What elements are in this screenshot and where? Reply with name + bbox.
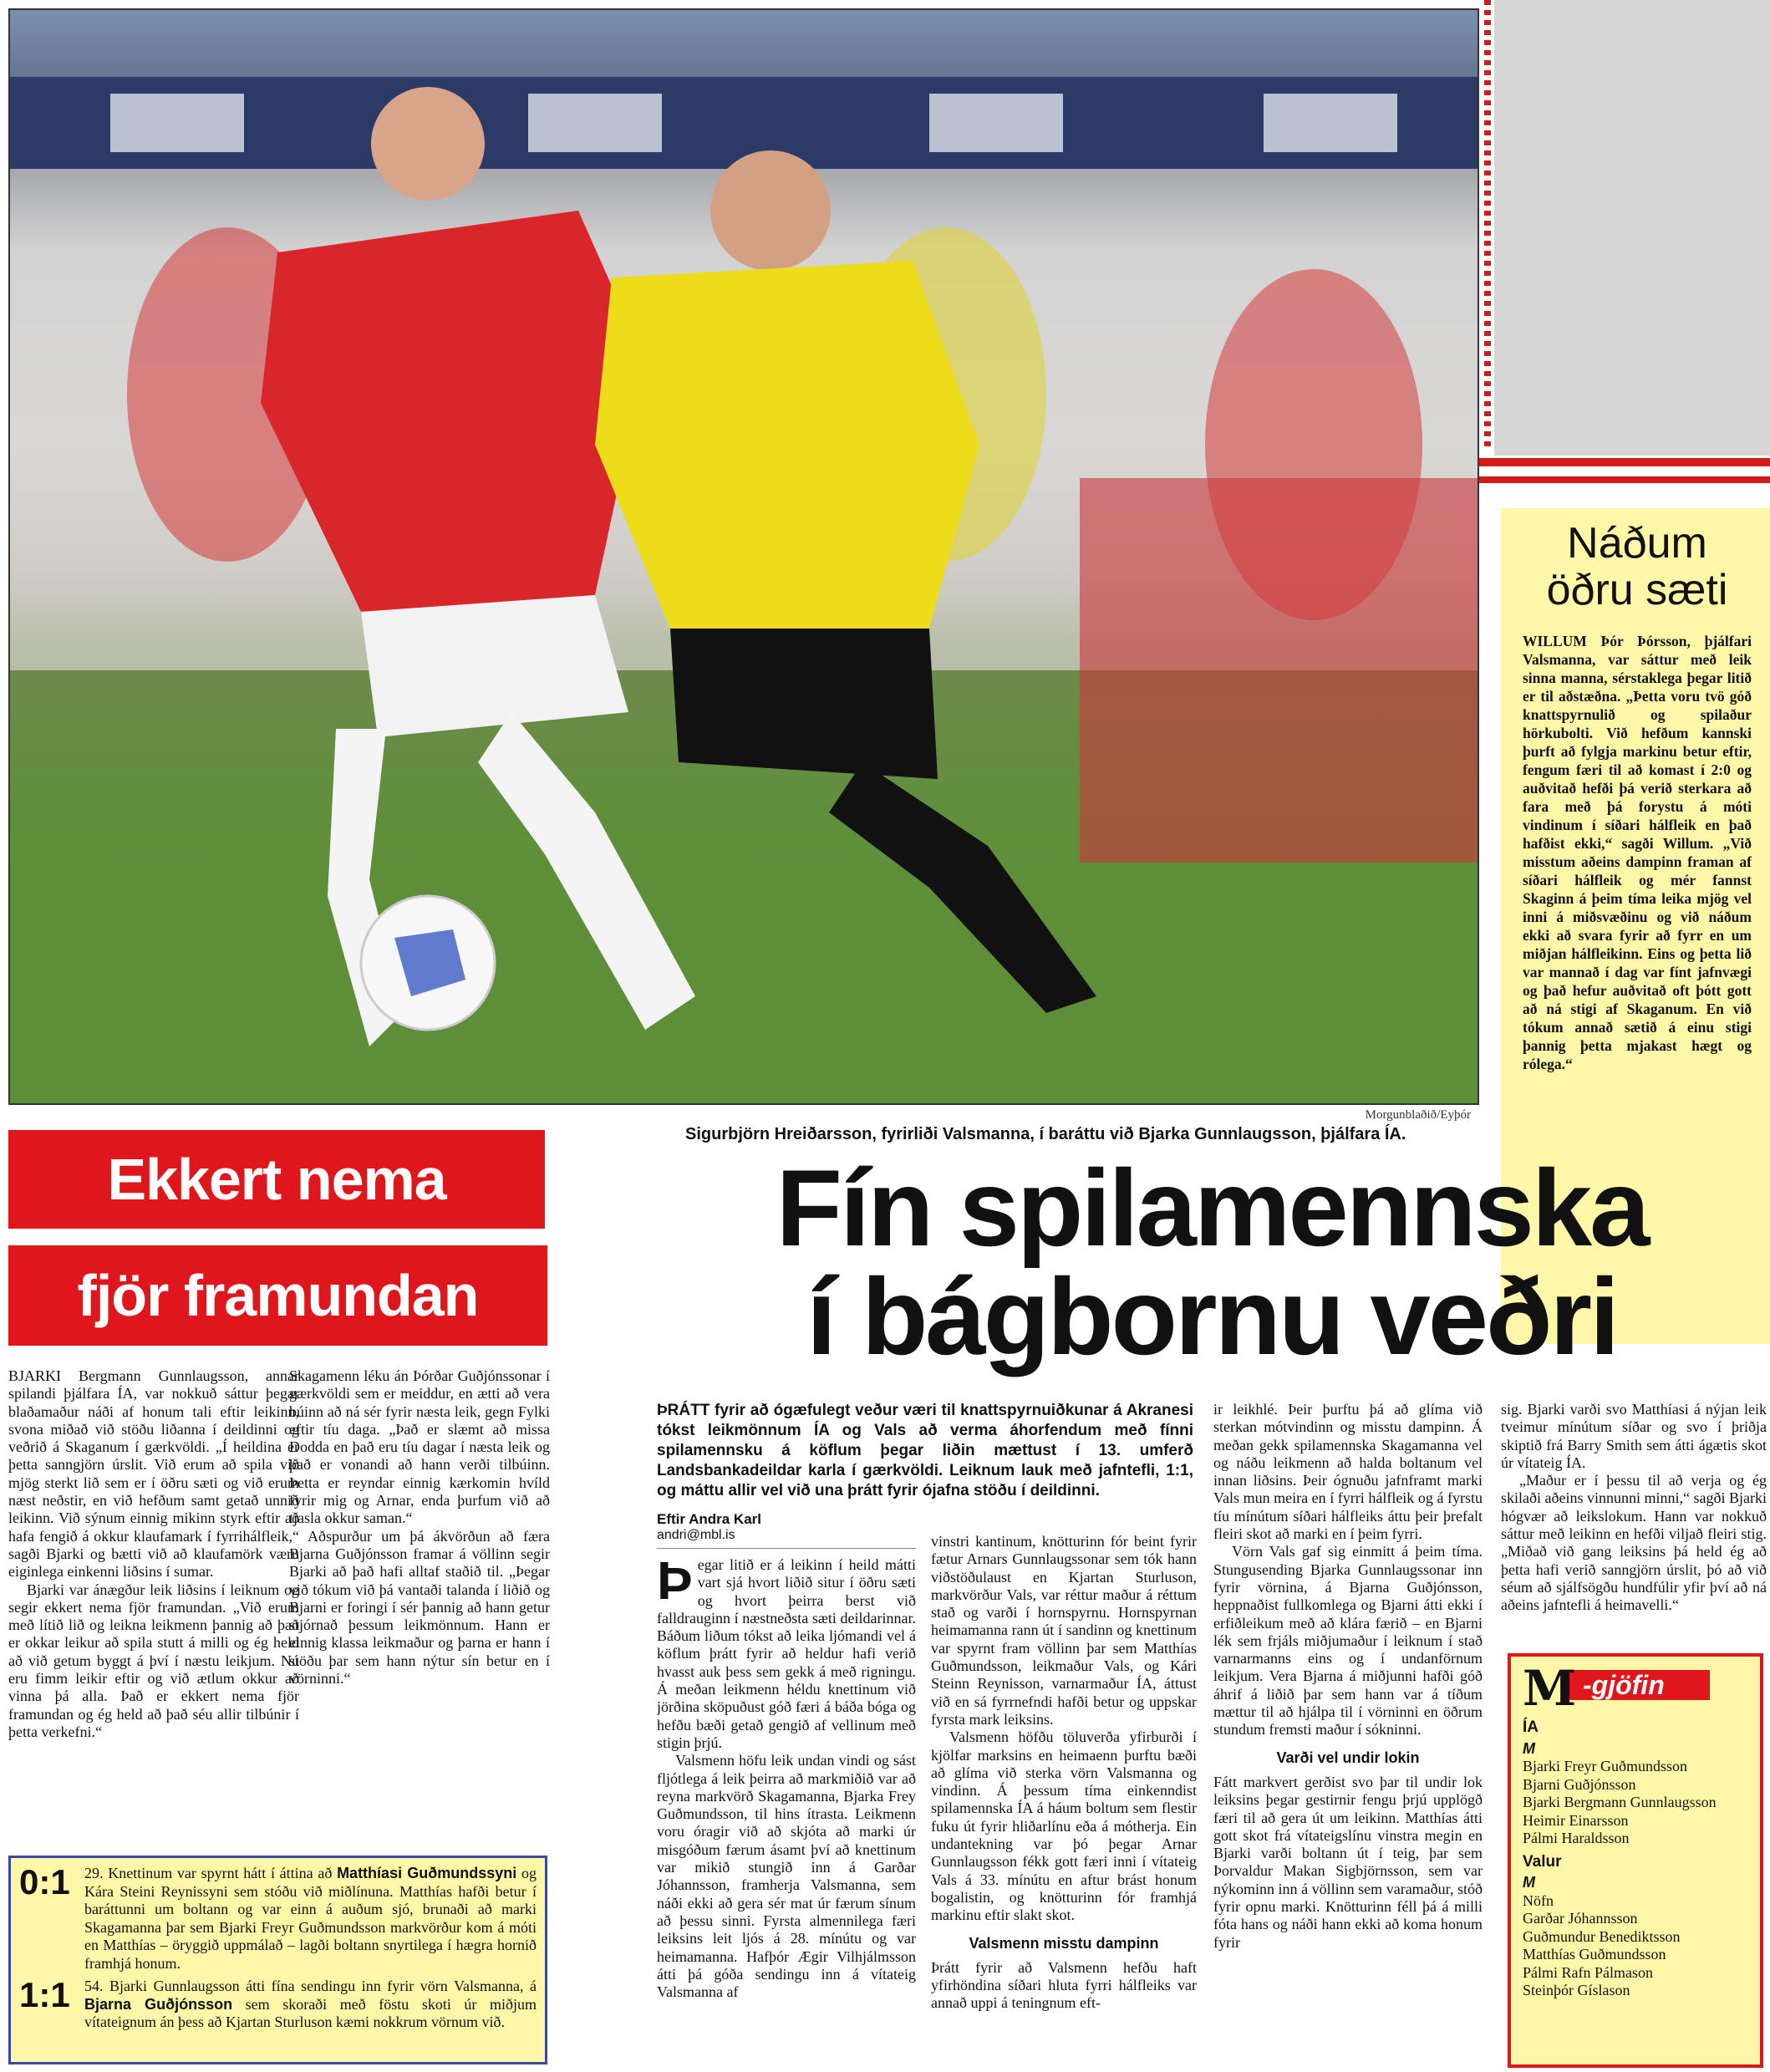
article-paragraph: ir leikhlé. Þeir þurftu þá að glíma við sterkan mótvindinn og misstu dampinn. Á meðan gekk spilamennska Skagamanna vel og náðu leikmenn að halda boltanum vel innan liðsins. Þeir ógnuðu jafnframt marki Vals mun meira en í fyrri hálfleik og á fyrstu tíu mínútum síðari hálfleiks áttu þeir þrefalt fleiri skot að marki en í þeim fyrri. [1213,1401,1483,1543]
goal-scorer: Matthíasi Guðmundssyni [337,1865,517,1881]
team-name: ÍA [1523,1718,1539,1736]
byline [657,1511,916,1549]
article-paragraph: sig. Bjarki varði svo Matthíasi á nýjan leik tveimur mínútum síðar og svo í þriðja skiptið frá Barry Smith sem átti ágætis skot úr vítateig ÍA. [1501,1401,1767,1471]
player-name: Bjarki Freyr Guðmundsson [1523,1758,1687,1774]
player-name: Bjarki Bergmann Gunnlaugsson [1523,1794,1717,1810]
left-headline-line1: Ekkert nema [8,1130,545,1229]
left-article-column-2b [289,1367,550,1852]
left-article-paragraph: Aðspurður um þá ákvörðun að færa Bjarna Guðjónsson framar á völlinn segir Bjarki að það hafi alltaf staðið til. „Þegar við tókum við þá vantaði talanda í liðið og Bjarni er foringi í sér þannig að hann getur stjórnað þessum leikmönnum. Hann er einnig klassa leikmaður og þarna er hann í stöðu þar sem hann nýtur sín betur en í vörninni.“ [289,1527,550,1688]
article-column-1 [657,1556,916,2068]
goal-text: Knettinum var spyrnt hátt í áttina að [108,1865,338,1881]
m-gjofin-logo-text: -gjöfin [1568,1670,1710,1700]
team-name: Valur [1523,1852,1562,1871]
goal-score: 1:1 [19,1975,70,2014]
player-name: Pálmi Rafn Pálmason [1523,1963,1653,1981]
red-stripe-divider [1479,458,1770,491]
goal-text: Bjarki Gunnlaugsson átti fína sendingu inn fyrir vörn Valsmanna, á [109,1978,537,1994]
left-article-paragraph: BJARKI Bergmann Gunnlaugsson, annar spilandi þjálfara ÍA, var nokkuð sáttur þegar blaðamaður náði af honum tali eftir leikinn, svona miðað við stöðu liðanna í deildinni og veðrið á Skaganum í gærkvöldi. „Í heildina er þetta sanngjörn úrslit. Við erum að spila við mjög sterkt lið sem er í öðru sæti og við erum næst neðstir, en við hefðum samt getað unnið leikinn. Við sýnum einnig mikinn styrk eftir að hafa fengið á okkur klaufamark í fyrrihálfleik,“ sagði Bjarki og bætti við að klaufamörk væru eiginlega einkenni liðsins í sumar. [8,1367,299,1581]
article-paragraph: Valsmenn höfðu töluverða yfirburði í kjölfar marksins en heimaenn þurftu bæði að glíma við sterka vörn Valsmanna og vindinn. Á þessum tíma einkenndist spilamennska ÍA á háum boltum sem flestir fuku út fyrir hliðarlínu eða á mótherja. Ein undantekning var þó þegar Arnar Gunnlaugsson fékk gott færi inni í vítateig Vals á 33. mínútu en aftur brást honum bogalistin, og knötturinn fór framhjá markinu eftir slakt skot. [931,1728,1197,1924]
sidebar-title-line2: öðru sæti [1546,566,1728,614]
photo-illustration [10,10,1479,1105]
photo-caption: Sigurbjörn Hreiðarsson, fyrirliði Valsmanna, í baráttu við Bjarka Gunnlaugsson, þjálfara ÍA. [685,1125,1406,1143]
goal-minute: 29. [84,1865,104,1881]
goal-minute: 54. [84,1978,104,1994]
left-article-paragraph: Skagamenn léku án Þórðar Guðjónssonar í gærkvöldi sem er meiddur, en ætti að vera búinn að ná sér fyrir næsta leik, gegn Fylki eftir tíu daga. „Það er slæmt að missa Dodda en það eru tíu dagar í næsta leik og það er vonandi að hann verði tilbúinn. Þetta er reyndar einnig kærkomin hvíld fyrir mig og Arnar, enda þurfum við að tjasla okkur saman.“ [289,1367,550,1527]
article-paragraph: vinstri kantinum, knötturinn fór beint fyrir fætur Arnars Gunnlaugssonar sem tók hann viðstöðulaust en Kjartan Sturluson, markvörður Vals, var réttur maður á réttum stað og varði í hornspyrnu. Hornspyrnan heimamanna rann út í sandinn og knettinum var spyrnt fram völlinn þar sem Matthías Guðmundsson, leikmaður Vals, og Kári Steinn Reynisson, varnarmaður ÍA, áttust við en sá fyrrnefndi hafði betur og uppskar fyrsta mark leiksins. [931,1533,1197,1728]
goal-entry-2 [19,1975,537,2032]
byline-author: Eftir Andra Karl [657,1511,762,1527]
goal-text: og Kára Steini Reynissyni sem stóðu við miðlínuna. Matthías hafði betur í baráttunni um boltann og var einn á auðum sjó, brunaði að marki Skagamanna þar sem Bjarki Freyr Guðmundsson markvörður kom á móti en Matthías – öryggið uppmálað – lagði boltann snyrtilega í hægra hornið framhjá honum. [84,1865,537,1972]
player-name: Steinþór Gíslason [1523,1982,1630,1998]
article-paragraph: Þegar litið er á leikinn í heild mátti vart sjá hvort liðið situr í öðru sæti og hvort þeirra berst við falldrauginn í næstneðsta sæti deildarinnar. Báðum liðum tókst að leika ljómandi vel á köflum þrátt fyrir að heldur hafi verið hvasst auk þess sem gekk á með rigningu. Á meðan leikmenn héldu knettinum við jörðina sköpuðust góð færi á báða bóga og hefðu bæði getað gengið af vellinum með stigin þrjú. [657,1556,916,1751]
main-headline-line2: í bágbornu veðri [806,1255,1618,1377]
match-photo [8,8,1479,1105]
player-name: Pálmi Haraldsson [1523,1830,1630,1846]
goals-box [8,1856,547,2064]
player-name: Guðmundur Benediktsson [1523,1927,1681,1945]
team-grade: M [1523,1874,1535,1891]
article-lead: ÞRÁTT fyrir að ógæfulegt veður væri til knattspyrnuiðkunar á Akranesi tókst leikmönnum ÍA og Vals að verma áhorfendum með fínni spilamennsku á köflum þegar liðin mættust í 13. umferð Landsbankadeildar karla í gærkvöldi. Leiknum lauk með jafntefli, 1:1, og máttu allir vel við una þrátt fyrir ójafna stöðu í deildinni. [657,1402,1193,1499]
goal-score: 0:1 [19,1862,70,1901]
m-gjofin-logo-m: M [1523,1660,1577,1717]
goal-entry-1 [19,1862,537,1973]
player-name: Heimir Einarsson [1523,1811,1629,1829]
drop-cap: Þ [657,1556,693,1611]
article-paragraph: „Maður er í þessu til að verja og ég skilaði aðeins vinnunni minni,“ sagði Bjarki hógvær að leikslokum. Hann var nokkuð sáttur með leikinn en hefði viljað fleiri stig. „Miðað við gang leiksins þá held ég að þetta hafi verið sanngjörn úrslit, þó að við séum að sjálfsögðu hundfúlir yfir því að ná aðeins jafntefli á heimavelli.“ [1501,1472,1767,1614]
sidebar-title [1523,520,1752,613]
article-subhead: Valsmenn misstu dampinn [969,1934,1159,1952]
goal-text: sem skoraði með föstu skoti úr miðjum vítateignum án þess að Kjartan Sturluson kæmi nokkrum vörnum við. [84,1995,537,2030]
article-paragraph: Vörn Vals gaf sig einmitt á þeim tíma. Stungusending Bjarka Gunnlaugssonar inn fyrir vörnina, á Bjarna Guðjónsson, heppnaðist fullkomlega og Bjarni átti ekki í erfiðleikum með að klára færið – en Bjarni lék sem frjáls miðjumaður í leiknum í stað varnarmanns eins og í undanförnum leikjum. Vera Bjarna á miðjunni hafði góð áhrif á liðið þar sem hann var á tíðum mættur til að hjálpa til í vörninni en öðrum stundum fremsti maður í sókninni. [1213,1543,1483,1739]
gray-ad-space [1494,0,1770,456]
article-paragraph: Fátt markvert gerðist svo þar til undir lok leiksins þegar gestirnir fengu þrjú upplögð færi til að gera út um leikinn. Matthías átti gott skot frá vítateigslínu vinstra megin en Bjarki varði boltann út í teig, þar sem Þorvaldur Makan Sigbjörnsson, sem var nýkominn inn á völlinn sem varamaður, stóð fyrir opnu marki. Knötturinn féll þá á milli fóta hans og náði hann ekki að koma honum fyrir [1213,1773,1483,1951]
main-headline [660,1147,1763,1377]
left-headline-line2: fjör framundan [8,1245,547,1346]
player-name: Garðar Jóhannsson [1523,1910,1638,1927]
sidebar-title-line1: Náðum [1567,519,1707,568]
left-article-column-1 [8,1367,299,1852]
left-article-paragraph: Bjarki var ánægður leik liðsins í leiknum og segir ekkert nema fjör framundan. „Við erum með lítið lið og leikna leikmenn þannig að það er okkar leikur að spila stutt á milli og ég held að við getum byggt á því í næstu leikjum. Nú eru fimm leikir eftir og við ætlum okkur að vinna þá alla. Það er ekkert nema fjör framundan og ég held að það séu allir tilbúnir í þetta verkefni.“ [8,1581,299,1740]
article-paragraph: Þrátt fyrir að Valsmenn hefðu haft yfirhöndina síðari hluta fyrri hálfleiks var annað uppi á teningnum eft- [931,1958,1197,2012]
m-gjofin-logo [1523,1660,1748,1717]
main-headline-line1: Fín spilamennska [776,1147,1648,1269]
sidebar-body: WILLUM Þór Þórsson, þjálfari Valsmanna, var sáttur með leik sinna manna, sérstaklega þegar litið er til aðstæðna. „Þetta voru tvö góð knattspyrnulið og spilaður hörkubolti. Við hefðum kannski þurft að fylgja markinu betur eftir, fengum færi til að komast í 2:0 og auðvitað hefði þá verið sterkara að fara með þá forystu á móti vindinum í síðari hálfleik en það hafðist ekki,“ sagði Willum. „Við misstum aðeins dampinn framan af síðari hálfleik og mér fannst Skaginn á þeim tíma leika mjög vel inni á miðsvæðinu og við náðum ekki að svara fyrir að fyrr en um miðjan hálfleikinn. Eins og þetta lið var mannað í dag var fínt jafnvægi og það hefur auðvitað oft þótt gott að ná stigi af Skaganum. En við tókum annað sætið á einu stigi þannig þetta mjakast hægt og rólega.“ [1523,633,1752,1072]
player-ratings-box [1508,1653,1763,2068]
player-name: Matthías Guðmundsson [1523,1946,1666,1963]
player-name: Nöfn [1523,1891,1554,1909]
article-column-4 [1501,1401,1767,1645]
goal-scorer: Bjarna Guðjónsson [84,1995,233,2013]
player-name: Bjarni Guðjónsson [1523,1775,1636,1793]
team1-player-list [1523,1758,1748,1848]
team-grade: M [1523,1739,1535,1757]
article-column-2 [931,1533,1197,2068]
photo-credit: Morgunblaðið/Eyþór [1365,1108,1471,1122]
article-subhead: Varði vel undir lokin [1276,1749,1420,1766]
article-column-3 [1213,1401,1483,2068]
article-paragraph: Valsmenn höfu leik undan vindi og sást fljótlega á leik þeirra að markmiðið var að reyna markvörð Skagamanna, Bjarka Frey Guðmundsson, til hins ítrasta. Leikmenn voru óragir við að skjóta að marki úr misgóðum færum ásamt því að knettinum var mikið stungið inn á Garðar Jóhannsson, framherja Valsmanna, sem náði ekki að gera sér mat úr færum sínum að þessu sinni. Fyrsta almennilega færi leiksins leit ljós á 28. mínútu og var heimamanna. Hafþór Ægir Vilhjálmsson átti þá góða sendingu inn á vítateig Valsmanna af [657,1752,916,2001]
team2-player-list [1523,1892,1748,2000]
dotted-divider [1484,0,1491,451]
byline-email[interactable]: andri@mbl.is [657,1528,735,1542]
